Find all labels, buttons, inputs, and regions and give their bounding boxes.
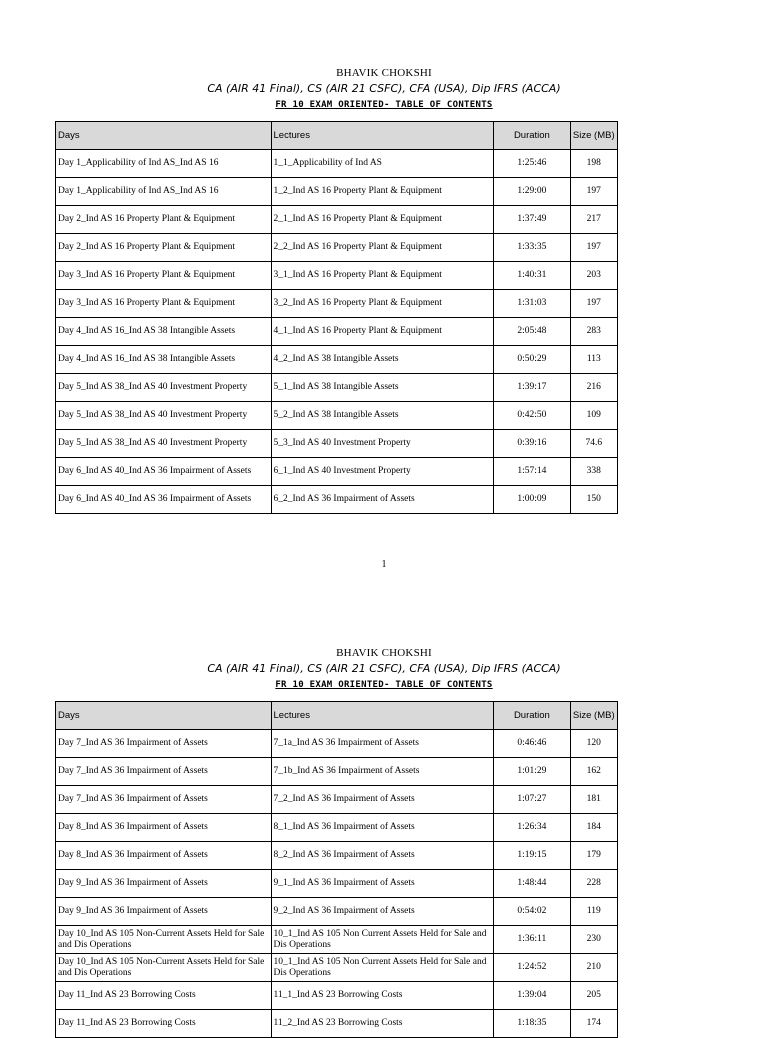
table-row xyxy=(56,814,618,842)
cell-size: 216 xyxy=(570,374,617,402)
table-body xyxy=(56,150,618,514)
header-days: Days xyxy=(56,122,272,150)
cell-day: Day 5_Ind AS 38_Ind AS 40 Investment Property xyxy=(56,430,272,458)
cell-lecture: 1_1_Applicability of Ind AS xyxy=(271,150,494,178)
table-row xyxy=(56,318,618,346)
cell-day: Day 11_Ind AS 23 Borrowing Costs xyxy=(56,982,272,1010)
cell-duration: 1:40:31 xyxy=(494,262,570,290)
cell-duration: 1:39:04 xyxy=(494,982,570,1010)
cell-day: Day 4_Ind AS 16_Ind AS 38 Intangible Assets xyxy=(56,346,272,374)
cell-day: Day 7_Ind AS 36 Impairment of Assets xyxy=(56,730,272,758)
cell-size: 162 xyxy=(570,758,617,786)
cell-size: 179 xyxy=(570,842,617,870)
author-credentials: CA (AIR 41 Final), CS (AIR 21 CSFC), CFA (USA), Dip IFRS (ACCA) xyxy=(207,662,561,675)
cell-lecture: 6_1_Ind AS 40 Investment Property xyxy=(271,458,494,486)
cell-duration: 0:50:29 xyxy=(494,346,570,374)
cell-duration: 1:48:44 xyxy=(494,870,570,898)
table-body xyxy=(56,730,618,1038)
header-days: Days xyxy=(56,702,272,730)
cell-day: Day 9_Ind AS 36 Impairment of Assets xyxy=(56,898,272,926)
cell-duration: 1:24:52 xyxy=(494,954,570,982)
cell-lecture: 9_1_Ind AS 36 Impairment of Assets xyxy=(271,870,494,898)
cell-duration: 2:05:48 xyxy=(494,318,570,346)
cell-lecture: 7_1a_Ind AS 36 Impairment of Assets xyxy=(271,730,494,758)
table-row xyxy=(56,206,618,234)
cell-lecture: 5_1_Ind AS 38 Intangible Assets xyxy=(271,374,494,402)
cell-size: 210 xyxy=(570,954,617,982)
cell-day: Day 5_Ind AS 38_Ind AS 40 Investment Property xyxy=(56,374,272,402)
table-row xyxy=(56,458,618,486)
header-lectures: Lectures xyxy=(271,122,494,150)
cell-day: Day 2_Ind AS 16 Property Plant & Equipment xyxy=(56,206,272,234)
table-row xyxy=(56,870,618,898)
table-header-row xyxy=(56,122,618,150)
cell-size: 205 xyxy=(570,982,617,1010)
table-row xyxy=(56,402,618,430)
cell-lecture: 2_2_Ind AS 16 Property Plant & Equipment xyxy=(271,234,494,262)
table-row xyxy=(56,346,618,374)
header-size: Size (MB) xyxy=(570,702,617,730)
table-row xyxy=(56,150,618,178)
cell-size: 230 xyxy=(570,926,617,954)
cell-size: 228 xyxy=(570,870,617,898)
cell-size: 217 xyxy=(570,206,617,234)
cell-lecture: 4_1_Ind AS 16 Property Plant & Equipment xyxy=(271,318,494,346)
cell-duration: 1:07:27 xyxy=(494,786,570,814)
cell-day: Day 4_Ind AS 16_Ind AS 38 Intangible Assets xyxy=(56,318,272,346)
cell-duration: 1:00:09 xyxy=(494,486,570,514)
cell-day: Day 10_Ind AS 105 Non-Current Assets Held for Sale and Dis Operations xyxy=(56,926,272,954)
toc-title: FR 10 EXAM ORIENTED- TABLE OF CONTENTS xyxy=(275,680,493,690)
cell-day: Day 2_Ind AS 16 Property Plant & Equipment xyxy=(56,234,272,262)
table-row xyxy=(56,758,618,786)
table-row xyxy=(56,982,618,1010)
cell-duration: 1:18:35 xyxy=(494,1010,570,1038)
cell-day: Day 7_Ind AS 36 Impairment of Assets xyxy=(56,758,272,786)
table-row xyxy=(56,730,618,758)
cell-size: 197 xyxy=(570,290,617,318)
cell-lecture: 8_2_Ind AS 36 Impairment of Assets xyxy=(271,842,494,870)
cell-lecture: 11_1_Ind AS 23 Borrowing Costs xyxy=(271,982,494,1010)
cell-lecture: 10_1_Ind AS 105 Non Current Assets Held for Sale and Dis Operations xyxy=(271,954,494,982)
cell-lecture: 5_2_Ind AS 38 Intangible Assets xyxy=(271,402,494,430)
table-row xyxy=(56,486,618,514)
table-row xyxy=(56,786,618,814)
table-row xyxy=(56,954,618,982)
cell-lecture: 4_2_Ind AS 38 Intangible Assets xyxy=(271,346,494,374)
header-duration: Duration xyxy=(494,702,570,730)
table-row xyxy=(56,898,618,926)
table-row xyxy=(56,234,618,262)
cell-size: 119 xyxy=(570,898,617,926)
cell-size: 109 xyxy=(570,402,617,430)
table-row xyxy=(56,926,618,954)
cell-size: 174 xyxy=(570,1010,617,1038)
cell-lecture: 3_2_Ind AS 16 Property Plant & Equipment xyxy=(271,290,494,318)
cell-day: Day 7_Ind AS 36 Impairment of Assets xyxy=(56,786,272,814)
cell-duration: 1:39:17 xyxy=(494,374,570,402)
cell-size: 338 xyxy=(570,458,617,486)
contents-table xyxy=(55,701,618,1038)
cell-duration: 1:01:29 xyxy=(494,758,570,786)
header-lectures: Lectures xyxy=(271,702,494,730)
cell-day: Day 6_Ind AS 40_Ind AS 36 Impairment of Assets xyxy=(56,458,272,486)
cell-lecture: 11_2_Ind AS 23 Borrowing Costs xyxy=(271,1010,494,1038)
toc-title: FR 10 EXAM ORIENTED- TABLE OF CONTENTS xyxy=(275,100,493,110)
cell-day: Day 5_Ind AS 38_Ind AS 40 Investment Property xyxy=(56,402,272,430)
cell-day: Day 1_Applicability of Ind AS_Ind AS 16 xyxy=(56,178,272,206)
cell-size: 198 xyxy=(570,150,617,178)
cell-lecture: 3_1_Ind AS 16 Property Plant & Equipment xyxy=(271,262,494,290)
cell-lecture: 7_2_Ind AS 36 Impairment of Assets xyxy=(271,786,494,814)
cell-size: 184 xyxy=(570,814,617,842)
cell-lecture: 6_2_Ind AS 36 Impairment of Assets xyxy=(271,486,494,514)
table-row xyxy=(56,430,618,458)
cell-day: Day 1_Applicability of Ind AS_Ind AS 16 xyxy=(56,150,272,178)
cell-lecture: 9_2_Ind AS 36 Impairment of Assets xyxy=(271,898,494,926)
table-row xyxy=(56,842,618,870)
cell-size: 197 xyxy=(570,178,617,206)
cell-duration: 1:31:03 xyxy=(494,290,570,318)
cell-lecture: 5_3_Ind AS 40 Investment Property xyxy=(271,430,494,458)
cell-lecture: 7_1b_Ind AS 36 Impairment of Assets xyxy=(271,758,494,786)
cell-size: 113 xyxy=(570,346,617,374)
author-name: BHAVIK CHOKSHI xyxy=(336,647,432,659)
table-row xyxy=(56,374,618,402)
cell-day: Day 8_Ind AS 36 Impairment of Assets xyxy=(56,842,272,870)
cell-day: Day 6_Ind AS 40_Ind AS 36 Impairment of Assets xyxy=(56,486,272,514)
cell-duration: 1:33:35 xyxy=(494,234,570,262)
cell-size: 203 xyxy=(570,262,617,290)
cell-lecture: 1_2_Ind AS 16 Property Plant & Equipment xyxy=(271,178,494,206)
cell-duration: 0:54:02 xyxy=(494,898,570,926)
cell-size: 74.6 xyxy=(570,430,617,458)
cell-duration: 1:37:49 xyxy=(494,206,570,234)
cell-duration: 1:26:34 xyxy=(494,814,570,842)
cell-size: 150 xyxy=(570,486,617,514)
cell-duration: 0:42:50 xyxy=(494,402,570,430)
cell-day: Day 3_Ind AS 16 Property Plant & Equipment xyxy=(56,262,272,290)
cell-duration: 0:39:16 xyxy=(494,430,570,458)
cell-duration: 1:36:11 xyxy=(494,926,570,954)
cell-size: 181 xyxy=(570,786,617,814)
cell-day: Day 3_Ind AS 16 Property Plant & Equipment xyxy=(56,290,272,318)
cell-duration: 1:29:00 xyxy=(494,178,570,206)
contents-table xyxy=(55,121,618,514)
table-row xyxy=(56,262,618,290)
cell-lecture: 10_1_Ind AS 105 Non Current Assets Held for Sale and Dis Operations xyxy=(271,926,494,954)
cell-day: Day 11_Ind AS 23 Borrowing Costs xyxy=(56,1010,272,1038)
cell-size: 197 xyxy=(570,234,617,262)
cell-day: Day 9_Ind AS 36 Impairment of Assets xyxy=(56,870,272,898)
table-row xyxy=(56,178,618,206)
cell-duration: 1:25:46 xyxy=(494,150,570,178)
header-size: Size (MB) xyxy=(570,122,617,150)
table-header-row xyxy=(56,702,618,730)
cell-duration: 1:57:14 xyxy=(494,458,570,486)
cell-day: Day 8_Ind AS 36 Impairment of Assets xyxy=(56,814,272,842)
author-credentials: CA (AIR 41 Final), CS (AIR 21 CSFC), CFA (USA), Dip IFRS (ACCA) xyxy=(207,82,561,95)
cell-duration: 1:19:15 xyxy=(494,842,570,870)
page-number: 1 xyxy=(381,559,387,570)
header-duration: Duration xyxy=(494,122,570,150)
cell-lecture: 8_1_Ind AS 36 Impairment of Assets xyxy=(271,814,494,842)
table-row xyxy=(56,290,618,318)
cell-lecture: 2_1_Ind AS 16 Property Plant & Equipment xyxy=(271,206,494,234)
cell-size: 120 xyxy=(570,730,617,758)
author-name: BHAVIK CHOKSHI xyxy=(336,67,432,79)
cell-size: 283 xyxy=(570,318,617,346)
cell-day: Day 10_Ind AS 105 Non-Current Assets Held for Sale and Dis Operations xyxy=(56,954,272,982)
cell-duration: 0:46:46 xyxy=(494,730,570,758)
